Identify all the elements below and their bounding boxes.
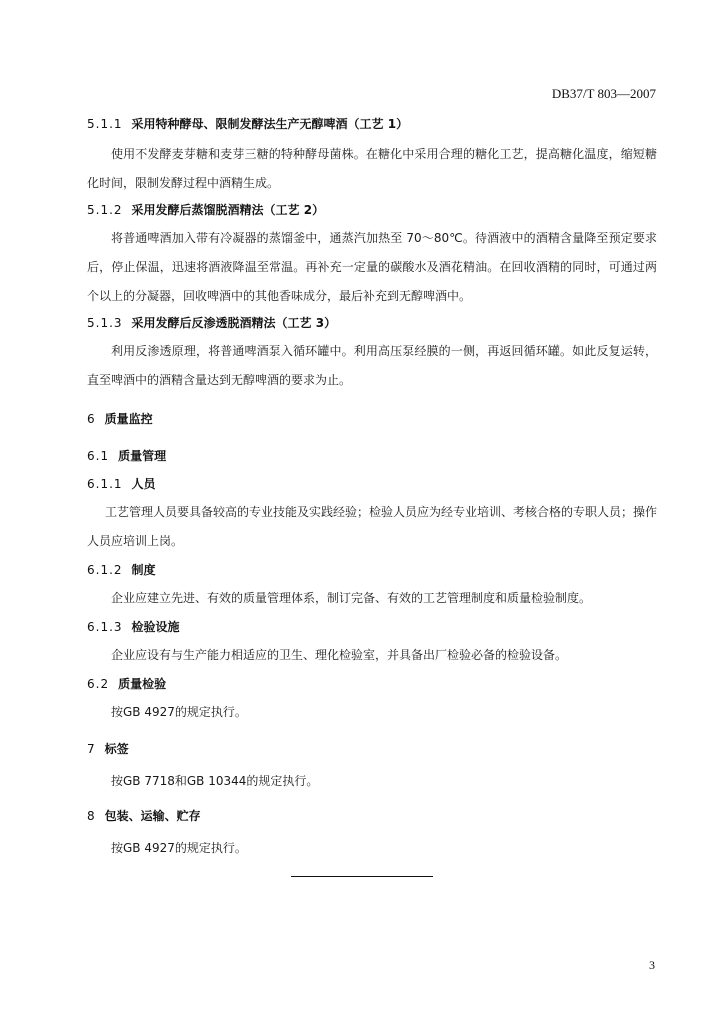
section-title: 质量监控: [104, 412, 153, 426]
section-number: 6.1.2: [87, 563, 123, 577]
section-body-6-1-1: 工艺管理人员要具备较高的专业技能及实践经验；检验人员应为经专业培训、考核合格的专职人员；操作人员应培训上岗。: [87, 505, 658, 548]
section-body-6-1-2: 企业应建立先进、有效的质量管理体系，制订完备、有效的工艺管理制度和质量检验制度。: [111, 591, 592, 605]
section-title: 采用特种酵母、限制发酵法生产无醇啤酒（工艺 1）: [131, 117, 409, 131]
section-number: 5.1.3: [87, 316, 123, 330]
section-title: 包装、运输、贮存: [104, 809, 201, 823]
section-title: 人员: [131, 477, 156, 491]
section-body-6-2: 按GB 4927的规定执行。: [111, 705, 247, 719]
section-heading-6-1-1: [87, 475, 156, 492]
section-number: 7: [87, 742, 96, 756]
section-title: 检验设施: [131, 620, 180, 634]
section-title: 采用发酵后蒸馏脱酒精法（工艺 2）: [131, 203, 325, 217]
section-number: 5.1.1: [87, 117, 123, 131]
section-heading-5-1-2: [87, 201, 324, 218]
section-body-7: 按GB 7718和GB 10344的规定执行。: [111, 774, 319, 788]
section-title: 标签: [104, 742, 129, 756]
section-title: 质量管理: [118, 449, 167, 463]
section-heading-6-2: [87, 675, 166, 692]
section-number: 6.1.1: [87, 477, 123, 491]
section-number: 6.2: [87, 677, 110, 691]
section-heading-6: [87, 410, 153, 427]
section-title: 质量检验: [118, 677, 167, 691]
section-number: 6.1.3: [87, 620, 123, 634]
section-number: 8: [87, 809, 96, 823]
section-number: 5.1.2: [87, 203, 123, 217]
section-title: 制度: [131, 563, 156, 577]
end-of-document-rule: [291, 876, 433, 877]
section-heading-6-1-3: [87, 618, 180, 635]
section-body-5-1-1: 使用不发酵麦芽糖和麦芽三糖的特种酵母菌株。在糖化中采用合理的糖化工艺，提高糖化温度，缩短糖化时间，限制发酵过程中酒精生成。: [87, 147, 657, 190]
section-body-5-1-3: 利用反渗透原理，将普通啤酒泵入循环罐中。利用高压泵经膜的一侧，再返回循环罐。如此反复运转，直至啤酒中的酒精含量达到无醇啤酒的要求为止。: [87, 344, 657, 387]
section-heading-7: [87, 740, 129, 757]
section-body-5-1-2: 将普通啤酒加入带有冷凝器的蒸馏釜中，通蒸汽加热至 70～80℃。待酒液中的酒精含量降至预定要求后，停止保温，迅速将酒液降温至常温。再补充一定量的碳酸水及酒花精油。在回收酒精的同时，可通过两个以上的分凝器，回收啤酒中的其他香味成分，最后补充到无醇啤酒中。: [87, 231, 657, 303]
section-heading-8: [87, 807, 201, 824]
section-number: 6: [87, 412, 96, 426]
section-body-8: 按GB 4927的规定执行。: [111, 841, 247, 855]
section-heading-6-1: [87, 447, 166, 464]
section-heading-6-1-2: [87, 561, 156, 578]
section-number: 6.1: [87, 449, 110, 463]
section-heading-5-1-3: [87, 314, 336, 331]
document-code: DB37/T 803—2007: [551, 86, 656, 101]
section-body-6-1-3: 企业应设有与生产能力相适应的卫生、理化检验室，并具备出厂检验必备的检验设备。: [111, 648, 568, 662]
section-title: 采用发酵后反渗透脱酒精法（工艺 3）: [131, 316, 337, 330]
page-number: 3: [649, 958, 655, 972]
section-heading-5-1-1: [87, 115, 408, 132]
